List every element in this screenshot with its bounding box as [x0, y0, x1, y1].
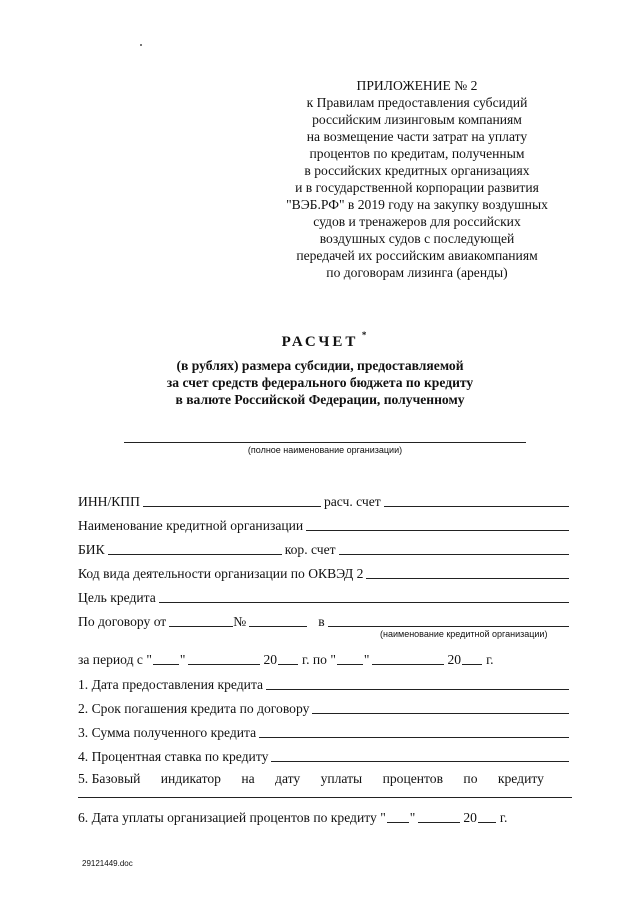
item6-quote: "	[409, 810, 416, 825]
subtitle-line: (в рублях) размера субсидии, предоставляемой	[176, 358, 464, 373]
item5-word: дату	[275, 771, 301, 786]
item6-year-suffix: г.	[499, 810, 508, 825]
credit-org-caption: (наименование кредитной организации)	[380, 629, 548, 639]
inn-label: ИНН/КПП	[78, 494, 140, 509]
corr-account-label: кор. счет	[284, 542, 336, 557]
appendix-line: к Правилам предоставления субсидий	[306, 95, 528, 110]
period-from-label: за период с "	[78, 652, 152, 667]
organization-name-caption: (полное наименование организации)	[247, 445, 403, 455]
subtitle-line: в валюте Российской Федерации, полученному	[175, 392, 465, 407]
document-title	[110, 330, 530, 408]
item2-label: 2. Срок погашения кредита по договору	[78, 701, 310, 716]
period-to-year-field[interactable]	[462, 652, 482, 665]
period-to-label: г. по "	[302, 652, 336, 667]
appendix-line: и в государственной корпорации развития	[295, 180, 539, 195]
row-bik	[78, 538, 572, 558]
purpose-label: Цель кредита	[78, 590, 156, 605]
row-contract	[78, 610, 572, 630]
item6-month-field[interactable]	[418, 810, 460, 823]
appendix-line: по договорам лизинга (аренды)	[326, 265, 508, 280]
credit-org-label: Наименование кредитной организации	[78, 518, 304, 533]
purpose-field[interactable]	[159, 590, 569, 603]
row-credit-org	[78, 514, 572, 534]
period-to-month-field[interactable]	[372, 652, 444, 665]
appendix-line: в российских кредитных организациях	[304, 163, 530, 178]
item6-label: 6. Дата уплаты организацией процентов по кредиту "	[78, 810, 386, 825]
period-from-year-prefix: 20	[263, 652, 278, 667]
item1-label: 1. Дата предоставления кредита	[78, 677, 264, 692]
item5-word: на	[241, 771, 255, 786]
appendix-line: на возмещение части затрат на уплату	[306, 129, 528, 144]
row-inn	[78, 490, 572, 510]
file-reference: 29121449.doc	[82, 859, 133, 868]
period-from-quote: "	[179, 652, 186, 667]
title-subtitle	[110, 357, 530, 408]
contract-from-label: По договору от	[78, 614, 167, 629]
subtitle-line: за счет средств федерального бюджета по кредиту	[166, 375, 474, 390]
item4-label: 4. Процентная ставка по кредиту	[78, 749, 269, 764]
footnote-mark: *	[361, 330, 367, 340]
row-purpose	[78, 586, 572, 606]
item3-label: 3. Сумма полученного кредита	[78, 725, 257, 740]
appendix-line: "ВЭБ.РФ" в 2019 году на закупку воздушных	[286, 197, 548, 212]
contract-number-label: №	[233, 614, 247, 629]
period-to-day-field[interactable]	[337, 652, 363, 665]
item6-day-field[interactable]	[387, 810, 409, 823]
credit-org-field[interactable]	[306, 518, 569, 531]
corr-account-field[interactable]	[339, 542, 569, 555]
appendix-title: ПРИЛОЖЕНИЕ № 2	[356, 78, 478, 93]
account-label: расч. счет	[323, 494, 381, 509]
row-item-5	[78, 767, 544, 787]
item5-word: уплаты	[320, 771, 363, 786]
title-heading-text: РАСЧЕТ	[281, 334, 359, 350]
period-to-year-suffix: г.	[486, 652, 494, 667]
appendix-line: воздушных судов с последующей	[319, 231, 515, 246]
item5-word: процентов	[382, 771, 444, 786]
appendix-header	[252, 77, 582, 281]
title-heading	[281, 330, 367, 351]
item6-year-field[interactable]	[478, 810, 496, 823]
contract-in-label: в	[318, 614, 325, 629]
item1-field[interactable]	[266, 677, 569, 690]
item5-word: индикатор	[160, 771, 221, 786]
scan-speck	[140, 44, 142, 46]
row-okved	[78, 562, 572, 582]
row-period	[78, 648, 572, 668]
row-item-1	[78, 673, 572, 693]
appendix-line: процентов по кредитам, полученным	[309, 146, 525, 161]
item4-field[interactable]	[271, 749, 569, 762]
inn-field[interactable]	[143, 494, 321, 507]
appendix-line: судов и тренажеров для российских	[313, 214, 521, 229]
okved-label: Код вида деятельности организации по ОКВЭД 2	[78, 566, 364, 581]
row-item-6	[78, 806, 572, 826]
contract-credit-org-field[interactable]	[328, 614, 569, 627]
period-to-year-prefix: 20	[447, 652, 462, 667]
item5-word: по	[463, 771, 478, 786]
account-field[interactable]	[384, 494, 569, 507]
item2-field[interactable]	[312, 701, 569, 714]
period-from-year-field[interactable]	[278, 652, 298, 665]
appendix-line: передачей их российским авиакомпаниям	[296, 248, 538, 263]
period-from-day-field[interactable]	[153, 652, 179, 665]
item6-year-prefix: 20	[463, 810, 477, 825]
row-item-2	[78, 697, 572, 717]
period-from-month-field[interactable]	[188, 652, 260, 665]
row-item-4	[78, 745, 572, 765]
bik-label: БИК	[78, 542, 105, 557]
row-item-3	[78, 721, 572, 741]
appendix-line: российским лизинговым компаниям	[312, 112, 522, 127]
contract-number-field[interactable]	[249, 614, 307, 627]
item5-field[interactable]	[78, 797, 572, 798]
bik-field[interactable]	[108, 542, 282, 555]
item5-word: 5. Базовый	[78, 771, 141, 786]
contract-date-field[interactable]	[169, 614, 233, 627]
okved-field[interactable]	[366, 566, 569, 579]
item3-field[interactable]	[259, 725, 569, 738]
period-to-quote: "	[363, 652, 370, 667]
organization-name-field[interactable]	[124, 442, 526, 443]
item5-word: кредиту	[497, 771, 544, 786]
